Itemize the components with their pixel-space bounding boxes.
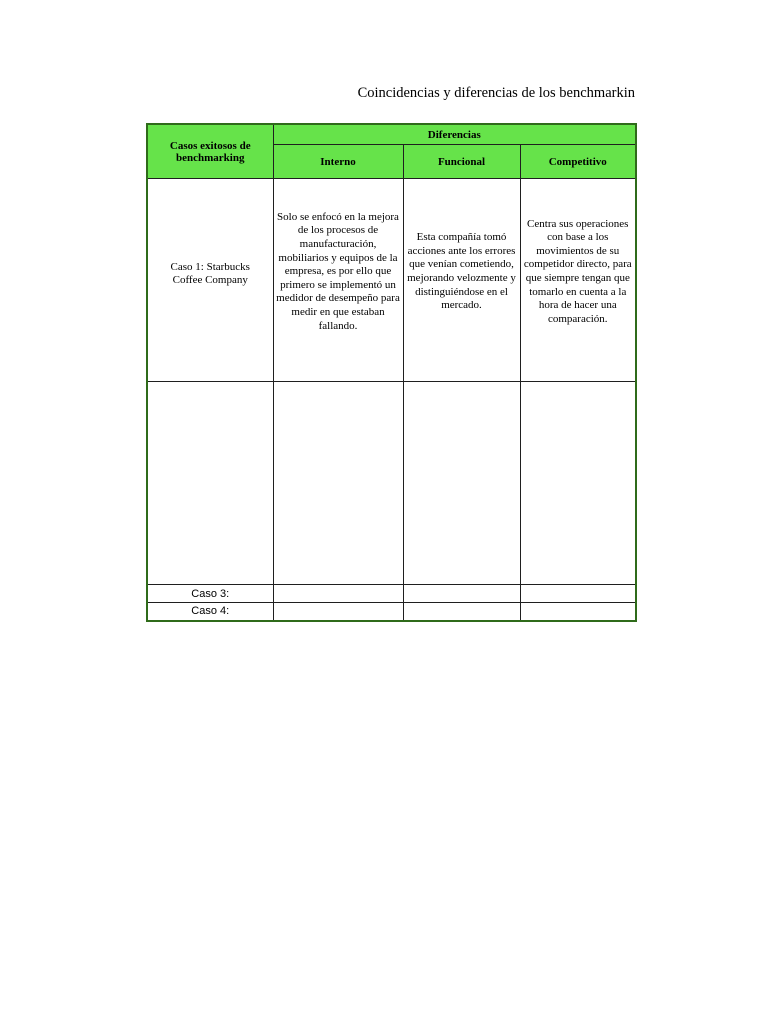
cell-interno xyxy=(273,585,403,603)
header-competitivo: Competitivo xyxy=(520,145,636,179)
table-row xyxy=(147,382,636,585)
table-row xyxy=(147,603,636,621)
cell-competitivo xyxy=(520,603,636,621)
cell-competitivo xyxy=(520,179,636,382)
cell-funcional xyxy=(403,585,520,603)
benchmarking-table xyxy=(146,123,637,622)
row-label xyxy=(147,382,273,585)
header-diferencias: Diferencias xyxy=(273,124,636,145)
row-label: Caso 4: xyxy=(147,603,273,621)
table-row xyxy=(147,179,636,382)
row-label: Caso 3: xyxy=(147,585,273,603)
header-interno: Interno xyxy=(273,145,403,179)
row-label-text: Caso 1: Starbucks Coffee Company xyxy=(170,260,250,286)
document-title: Coincidencias y diferencias de los benchmarkin xyxy=(357,85,635,101)
cell-interno xyxy=(273,179,403,382)
cell-interno xyxy=(273,382,403,585)
cell-interno xyxy=(273,603,403,621)
cell-funcional-text: Esta compañía tomó acciones ante los errores que venían cometiendo, mejorando velozmente y distinguiéndose en el mercado. xyxy=(407,231,516,312)
header-funcional: Funcional xyxy=(403,145,520,179)
table-row xyxy=(147,585,636,603)
cell-interno-text: Solo se enfocó en la mejora de los procesos de manufacturación, mobiliarios y equipos de la empresa, es por ello que primero se implementó un medidor de desempeño para medir en que estaban fallando. xyxy=(276,210,400,332)
cell-funcional xyxy=(403,603,520,621)
row-label xyxy=(147,179,273,382)
cell-competitivo xyxy=(520,382,636,585)
cell-funcional xyxy=(403,382,520,585)
cell-competitivo xyxy=(520,585,636,603)
header-casos: Casos exitosos de benchmarking xyxy=(147,124,273,179)
cell-competitivo-text: Centra sus operaciones con base a los movimientos de su competidor directo, para que siempre tengan que tomarlo en cuenta a la hora de hacer una comparación. xyxy=(523,217,632,325)
cell-funcional xyxy=(403,179,520,382)
